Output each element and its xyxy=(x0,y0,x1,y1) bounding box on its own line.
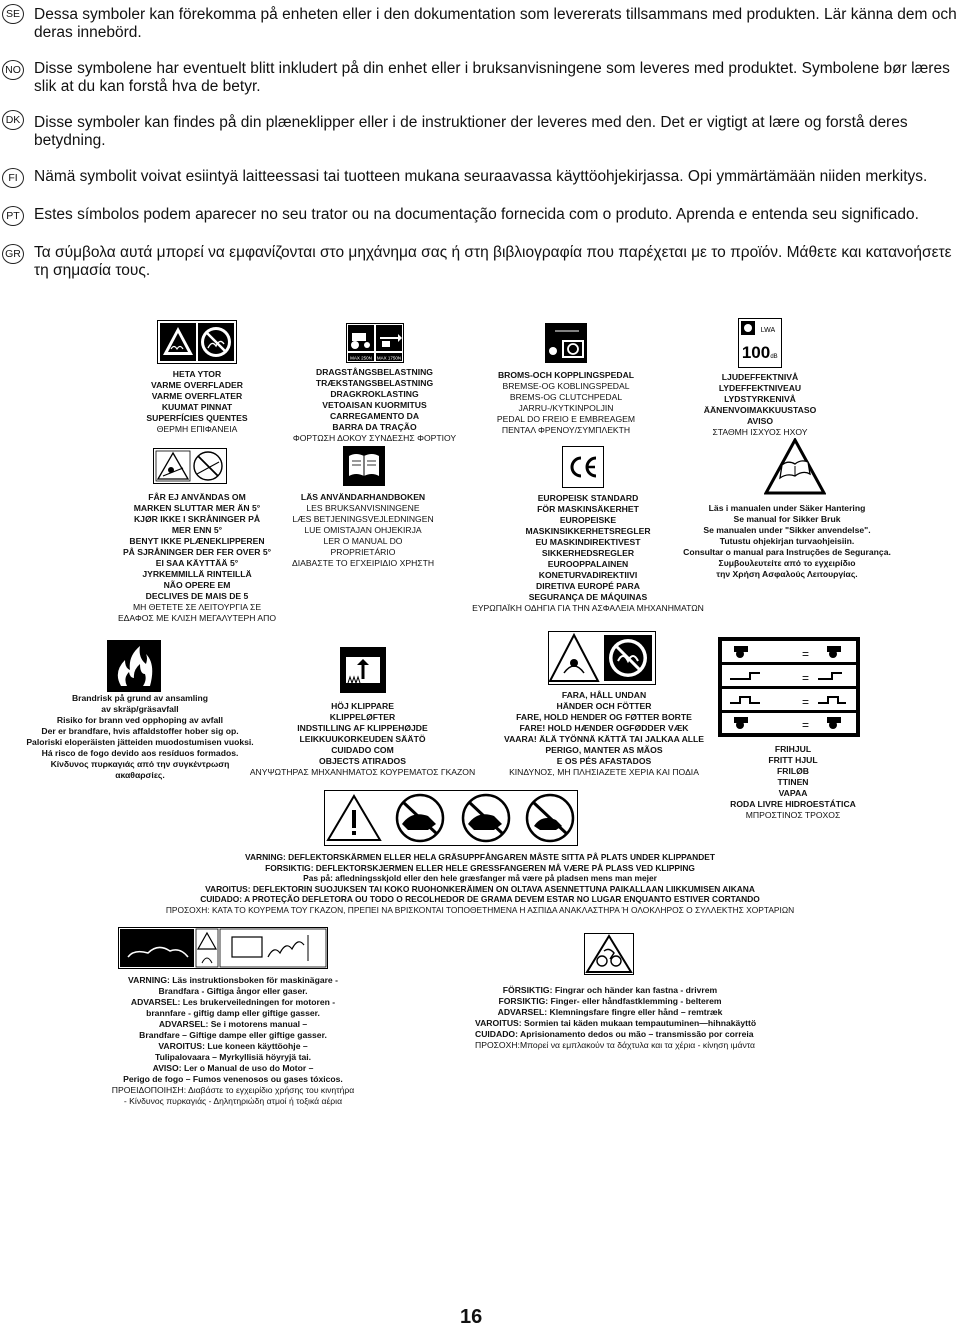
ce-mark-label: MASKINSIKKERHETSREGLER xyxy=(525,526,651,536)
pinch-point-caption xyxy=(475,985,757,1051)
read-manual-label: PROPRIETÁRIO xyxy=(330,547,396,557)
danger-hands-label: PERIGO, MANTER AS MÃOS xyxy=(545,745,663,755)
engine-fumes-label: ΠΡΟΕΙΔΟΠΟΙΗΣΗ: Διαβάστε το εγχειρίδιο χρήσης του κινητήρα xyxy=(111,1085,355,1095)
engine-fumes-label: ADVARSEL: Les brukerveiledningen for motoren - xyxy=(130,997,336,1007)
intro-text-dk: Disse symboler kan findes på din plæneklipper eller i de instruktioner der leveres med den. Det er vigtigt at lære og forstå deres betydning. xyxy=(34,114,908,149)
freewheel-label: FRILØB xyxy=(777,766,809,776)
deflector-warning-label: Pas på: afledningsskjold eller den hele græsfanger må være på pladsen mens man mejer xyxy=(303,873,657,884)
hot-surface-label: SUPERFÍCIES QUENTES xyxy=(146,413,248,423)
read-manual-symbol xyxy=(343,446,385,486)
safety-manual-label: Tutustu ohjekirjan turvaohjeisiin. xyxy=(719,536,855,546)
ce-mark-caption xyxy=(463,493,713,614)
brake-clutch-label: BREMSE-OG KOBLINGSPEDAL xyxy=(502,381,630,391)
deflector-warning-label: VAROITUS: DEFLEKTORIN SUOJUKSEN TAI KOKO RUOHONKERÄIMEN ON OLTAVA ASENNETTUNA PAIKALLAAN LIIKKUMISEN AIKANA xyxy=(205,883,755,894)
language-badge-no: NO xyxy=(2,60,24,80)
read-manual-label: LES BRUKSANVISNINGENE xyxy=(306,503,420,513)
noise-level-caption xyxy=(697,372,823,438)
danger-hands-label: HÄNDER OCH FÖTTER xyxy=(556,701,652,711)
svg-text:=: = xyxy=(802,695,810,709)
danger-hands-label: ΚΙΝΔΥΝΟΣ, ΜΗ ΠΛΗΣΙΑΖΕΤΕ ΧΕΡΙΑ ΚΑΙ ΠΟΔΙΑ xyxy=(509,767,699,777)
deflector-warning-label: ΠΡΟΣΟΧΗ: ΚΑΤΑ ΤΟ ΚΟΥΡΕΜΑ ΤΟΥ ΓΚΑΖΟΝ, ΠΡΕΠΕΙ ΝΑ ΒΡΙΣΚΟΝΤΑΙ ΤΟΠΟΘΕΤΗΜΕΝΑ Η ΑΣΠΙΔΑ ΑΝΑΚΛΑΣΤΗΡΑ Ή ΟΛΟΚΛΗΡΟΣ Ο ΣΥΛΛΕΚΤΗΣ ΧΟΡΤΑΡΙΩΝ xyxy=(165,904,795,915)
freewheel-label: RODA LIVRE HIDROESTÁTICA xyxy=(730,799,856,809)
danger-hands-symbol xyxy=(548,631,656,685)
pinch-point-label: ΠΡΟΣΟΧΗ:Μπορεί να εμπλακούν τα δάχτυλα και τα χέρια - κίνηση ιμάντα xyxy=(475,1040,756,1050)
danger-hands-label: VAARA! ÄLÄ TYÖNNÄ KÄTTÄ TAI JALKAA ALLE xyxy=(503,734,705,744)
language-badge-pt: PT xyxy=(2,206,24,226)
drawbar-load-label: BARRA DA TRAÇÃO xyxy=(332,422,417,432)
slope-warning-label: JYRKEMMILLÄ RINTEILLÄ xyxy=(142,569,252,579)
pinch-point-label: FORSIKTIG: Finger- eller håndfastklemming - belterem xyxy=(498,996,722,1006)
deflector-warning-label: FORSIKTIG: DEFLEKTORSKJERMEN ELLER HELE GRESSFANGEREN MÅ VÆRE PÅ PLASS VED KLIPPING xyxy=(265,862,695,873)
intro-text-no: Disse symbolene har eventuelt blitt inkludert på din enhet eller i bruksanvisningene som leveres med produktet. Symbolene bør læres slik at du kan forstå hva de betyr. xyxy=(34,60,950,95)
deflector-warning-label: VARNING: DEFLEKTORSKÄRMEN ELLER HELA GRÄSUPPFÅNGAREN MÅSTE SITTA PÅ PLATS UNDER KLIPPANDET xyxy=(245,852,715,862)
high-cut-label: CUIDADO COM xyxy=(331,745,394,755)
engine-fumes-label: Brandfara - Giftiga ångor eller gaser. xyxy=(158,986,308,996)
high-cut-label: HÖJ KLIPPARE xyxy=(331,701,394,711)
ce-mark-label: ΕΥΡΩΠΑΪΚΗ ΟΔΗΓΙΑ ΓΙΑ ΤΗΝ ΑΣΦΑΛΕΙΑ ΜΗΧΑΝΗΜΑΤΩΝ xyxy=(472,603,704,613)
slope-warning-label: BENYT IKKE PLÆNEKLIPPEREN xyxy=(129,536,265,546)
noise-value-label: 100 xyxy=(741,343,771,362)
fire-hazard-label: Paloriski eloperäisten jätteiden muodostumisen vuoksi. xyxy=(26,737,254,747)
ce-mark-label: SEGURANÇA DE MÁQUINAS xyxy=(528,592,648,602)
max-force-label: MAX 250N xyxy=(350,355,372,361)
slope-warning-label: NÃO OPERE EM xyxy=(163,580,231,590)
brake-clutch-label: BROMS-OCH KOPPLINGSPEDAL xyxy=(497,370,635,380)
drawbar-load-label: ΦΟΡΤΩΣΗ ΔΟΚΟΥ ΣΥΝΔΕΣΗΣ ΦΟΡΤΙΟΥ xyxy=(292,433,457,443)
brake-clutch-symbol xyxy=(545,323,587,363)
safety-manual-label: Se manualen under "Sikker anvendelse". xyxy=(703,525,871,535)
read-manual-label: ΔΙΑΒΑΣΤΕ ΤΟ ΕΓΧΕΙΡΙΔΙΟ ΧΡΗΣΤΗ xyxy=(291,558,435,568)
noise-level-label: LJUDEFFEKTNIVÅ xyxy=(721,372,799,382)
language-badge-fi: FI xyxy=(2,168,24,188)
intro-text-fi: Nämä symbolit voivat esiintyä laitteessasi tai tuotteen mukana seuraavassa käyttöohjekirjassa. Opi ymmärtämään niiden merkitys. xyxy=(34,168,928,185)
danger-hands-caption xyxy=(480,690,728,778)
engine-fumes-label: VAROITUS: Lue koneen käyttöohje – xyxy=(158,1041,308,1051)
freewheel-symbol xyxy=(718,637,860,737)
language-badge-se: SE xyxy=(2,4,24,24)
brake-clutch-label: PEDAL DO FREIO E EMBREAGEM xyxy=(496,414,636,424)
engine-fumes-label: - Κίνδυνος πυρκαγιάς - Δηλητηριώδη ατμοί ή τοξικά αέρια xyxy=(123,1096,343,1106)
high-cut-symbol xyxy=(340,647,386,693)
engine-fumes-label: brannfare - giftig damp eller giftige gasser. xyxy=(146,1008,320,1018)
fire-hazard-label: Brandrisk på grund av ansamling xyxy=(71,693,209,703)
safety-manual-caption xyxy=(682,503,892,580)
fire-hazard-label: Há risco de fogo devido aos resíduos formados. xyxy=(41,748,239,758)
noise-unit-label: dB xyxy=(770,354,778,360)
safety-manual-label: την Χρήση Ασφαλούς Λειτουργίας. xyxy=(716,569,858,579)
fire-hazard-label: ακαθαρσίες. xyxy=(115,770,165,780)
read-manual-label: LER O MANUAL DO xyxy=(323,536,403,546)
brake-clutch-label: JARRU-/KYTKINPOLJIN xyxy=(518,403,614,413)
freewheel-label: FRIHJUL xyxy=(774,744,812,754)
safety-manual-label: Läs i manualen under Säker Hantering xyxy=(708,503,866,513)
hot-surface-label: KUUMAT PINNAT xyxy=(161,402,233,412)
deflector-warning-label: CUIDADO: A PROTEÇÃO DEFLETORA OU TODO O RECOLHEDOR DE GRAMA DEVEM ESTAR NO LUGAR ENQUANTO ESTIVER CORTANDO xyxy=(200,894,760,905)
danger-hands-label: E OS PÉS AFASTADOS xyxy=(556,756,652,766)
high-cut-label: ΑΝΥΨΩΤΗΡΑΣ ΜΗΧΑΝΗΜΑΤΟΣ ΚΟΥΡΕΜΑΤΟΣ ΓΚΑΖΟΝ xyxy=(249,767,476,777)
freewheel-caption xyxy=(700,744,886,821)
ce-mark-label: KONETURVADIREKTIIVI xyxy=(538,570,638,580)
read-manual-label: LUE OMISTAJAN OHJEKIRJA xyxy=(304,525,422,535)
hot-surface-caption xyxy=(124,369,270,435)
hot-surface-symbol xyxy=(157,320,237,364)
pinch-point-symbol xyxy=(584,933,634,975)
svg-text:=: = xyxy=(802,671,810,685)
slope-warning-label: MER ENN 5° xyxy=(171,525,223,535)
noise-level-label: ÄÄNENVOIMAKKUUSTASO xyxy=(703,405,817,415)
noise-level-label: LYDEFFEKTNIVEAU xyxy=(718,383,802,393)
slope-warning-symbol xyxy=(153,448,227,484)
fire-hazard-label: Der er brandfare, hvis affaldstoffer hober sig op. xyxy=(41,726,239,736)
freewheel-label: FRITT HJUL xyxy=(768,755,818,765)
language-badge-dk: DK xyxy=(2,110,24,130)
hot-surface-label: HETA YTOR xyxy=(172,369,222,379)
high-cut-caption xyxy=(230,701,495,778)
ce-mark-label: FÖR MASKINSÄKERHET xyxy=(537,504,639,514)
intro-text-se: Dessa symboler kan förekomma på enheten eller i den dokumentation som levererats tillsammans med produkten. Lär känna dem och deras innebörd. xyxy=(34,6,957,41)
drawbar-load-label: VETOAISAN KUORMITUS xyxy=(322,400,427,410)
drawbar-load-label: DRAGKROKLASTING xyxy=(330,389,419,399)
noise-level-label: ΣΤΑΘΜΗ ΙΣΧΥΟΣ ΗΧΟΥ xyxy=(712,427,808,437)
ce-mark-label: EUROPEISKE xyxy=(559,515,617,525)
brake-clutch-label: ΠΕΝΤΑΛ ΦΡΕΝΟΥ/ΣΥΜΠΛΕΚΤΗ xyxy=(501,425,631,435)
intro-text-pt: Estes símbolos podem aparecer no seu trator ou na documentação fornecida com o produto. Aprenda e entenda seu significado. xyxy=(34,206,919,223)
pinch-point-label: ADVARSEL: Klemningsfare fingre eller hånd – remtræk xyxy=(497,1007,723,1017)
drawbar-load-label: DRAGSTÅNGSBELASTNING xyxy=(316,367,433,377)
noise-lwa-label: LWA xyxy=(760,327,776,334)
slope-warning-label: PÅ SJRÅNINGER DER FER OVER 5° xyxy=(122,547,272,557)
high-cut-label: LEIKKUUKORKEUDEN SÄÄTÖ xyxy=(299,734,426,744)
brake-clutch-label: BREMS-OG CLUTCHPEDAL xyxy=(509,392,623,402)
engine-fumes-label: VARNING: Läs instruktionsboken för maskinägare - xyxy=(128,975,338,985)
ce-mark-label: DIRETIVA EUROPÉ PARA xyxy=(536,581,640,591)
fire-hazard-label: Κίνδυνος πυρκαγιάς από την συγκέντρωση xyxy=(50,759,230,769)
pinch-point-label: CUIDADO: Aprisionamento dedos ou mão – transmissão por correia xyxy=(475,1029,754,1039)
noise-level-label: LYDSTYRKENIVÅ xyxy=(724,394,796,404)
safety-manual-label: Se manual for Sikker Bruk xyxy=(733,514,841,524)
svg-text:=: = xyxy=(802,647,810,661)
ce-mark-label: EU MASKINDIREKTIVEST xyxy=(535,537,641,547)
noise-level-label: AVISO xyxy=(746,416,774,426)
engine-fumes-label: ADVARSEL: Se i motorens manual – xyxy=(158,1019,308,1029)
hot-surface-label: ΘΕΡΜΗ ΕΠΙΦΑΝΕΙΑ xyxy=(156,424,238,434)
high-cut-label: INDSTILLING AF KLIPPEHØJDE xyxy=(297,723,428,733)
svg-text:=: = xyxy=(802,718,810,732)
engine-fumes-caption xyxy=(83,975,383,1107)
deflector-warning-symbol xyxy=(324,790,578,846)
fire-hazard-symbol xyxy=(107,640,161,692)
engine-fumes-label: AVISO: Ler o Manual de uso do Motor – xyxy=(152,1063,314,1073)
read-manual-label: LÄS ANVÄNDARHANDBOKEN xyxy=(300,492,426,502)
danger-hands-label: FARE, HOLD HENDER OG FØTTER BORTE xyxy=(516,712,692,722)
danger-hands-label: FARA, HÅLL UNDAN xyxy=(561,690,647,700)
drawbar-load-label: TRÆKSTANGSBELASTNING xyxy=(315,378,434,388)
slope-warning-label: ΜΗ ΘΕΤΕΤΕ ΣΕ ΛΕΙΤΟΥΡΓΙΑ ΣΕ xyxy=(132,602,262,612)
hot-surface-label: VARME OVERFLADER xyxy=(151,380,243,390)
pinch-point-label: VAROITUS: Sormien tai käden mukaan tempautuminen—hihnakäyttö xyxy=(475,1018,757,1028)
fire-hazard-label: Risiko for brann ved opphoping av avfall xyxy=(56,715,224,725)
high-cut-label: KLIPPELØFTER xyxy=(329,712,396,722)
page-number: 16 xyxy=(460,1306,483,1328)
fire-hazard-label: av skräp/gräsavfall xyxy=(101,704,179,714)
read-manual-caption xyxy=(283,492,443,569)
pinch-point-label: FÖRSIKTIG: Fingrar och händer kan fastna - drivrem xyxy=(502,985,718,995)
ce-mark-label: EUROOPPALAINEN xyxy=(547,559,629,569)
slope-warning-label: MARKEN SLUTTAR MER ÄN 5° xyxy=(133,503,261,513)
engine-fumes-label: Perigo de fogo – Fumos venenosos ou gases tóxicos. xyxy=(123,1074,343,1084)
intro-text-gr: Τα σύμβολα αυτά μπορεί να εμφανίζονται στο μηχάνημα σας ή στη βιβλιογραφία που παρέχεται με το προϊόν. Μάθετε και κατανοήσετε τη σημασία τους. xyxy=(34,244,952,279)
slope-warning-caption xyxy=(90,492,304,624)
slope-warning-label: FÅR EJ ANVÄNDAS OM xyxy=(148,492,246,502)
ce-mark-label: SIKKERHEDSREGLER xyxy=(541,548,635,558)
slope-warning-label: DECLIVES DE MAIS DE 5 xyxy=(145,591,249,601)
slope-warning-label: ΕΔΑΦΟΣ ΜΕ ΚΛΙΣΗ ΜΕΓΑΛΥΤΕΡΗ ΑΠΟ xyxy=(117,613,277,623)
ce-mark-symbol xyxy=(562,446,604,488)
safety-manual-label: Συμβουλευτείτε από το εγχειρίδιο xyxy=(718,558,856,568)
engine-fumes-label: Brandfare – Giftige dampe eller giftige gasser. xyxy=(139,1030,327,1040)
hot-surface-label: VARME OVERFLATER xyxy=(151,391,243,401)
language-badge-gr: GR xyxy=(2,244,24,264)
freewheel-label: VAPAA xyxy=(778,788,808,798)
freewheel-label: TTINEN xyxy=(777,777,809,787)
max-load-label: MAX 1750N xyxy=(376,355,402,361)
slope-warning-label: EI SAA KÄYTTÄÄ 5° xyxy=(155,558,239,568)
danger-hands-label: FARE! HOLD HÆNDER OGFØDDER VÆK xyxy=(519,723,689,733)
safety-manual-symbol xyxy=(764,438,826,496)
freewheel-label: ΜΠΡΟΣΤΙΝΟΣ ΤΡΟΧΟΣ xyxy=(745,810,841,820)
high-cut-label: OBJECTS ATIRADOS xyxy=(319,756,406,766)
deflector-warning-caption xyxy=(100,852,860,916)
engine-fumes-label: Tulipalovaara – Myrkyllisiä höyryjä tai. xyxy=(154,1052,312,1062)
safety-manual-label: Consultar o manual para Instruções de Segurança. xyxy=(683,547,891,557)
read-manual-label: LÆS BETJENINGSVEJLEDNINGEN xyxy=(292,514,434,524)
drawbar-load-label: CARREGAMENTO DA xyxy=(329,411,420,421)
drawbar-load-caption xyxy=(287,367,462,444)
drawbar-load-symbol xyxy=(346,323,404,363)
noise-level-symbol xyxy=(738,318,782,368)
engine-fumes-symbol xyxy=(118,927,328,969)
ce-mark-label: EUROPEISK STANDARD xyxy=(537,493,639,503)
slope-warning-label: KJØR IKKE I SKRÅNINGER PÅ xyxy=(133,514,261,524)
brake-clutch-caption xyxy=(478,370,654,436)
